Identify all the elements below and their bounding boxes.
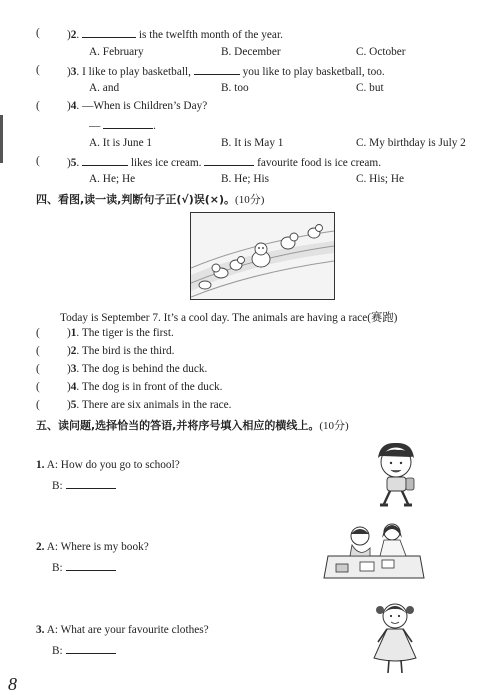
q4-option-a[interactable]: A. It is June 1 [89,137,153,149]
q5-option-b[interactable]: B. He; His [221,173,270,185]
q2-option-a[interactable]: A. February [89,46,144,58]
boy-walking-illustration [368,440,424,510]
answer-paren[interactable]: ( [36,27,40,39]
margin-mark [0,115,3,163]
answer-paren[interactable]: ( [36,100,40,112]
q4-option-b[interactable]: B. It is May 1 [221,137,284,149]
section-5-heading: 五、读问题,选择恰当的答语,并将序号填入相应的横线上。(10分) [36,419,349,432]
statement-3: )3. The dog is behind the duck. [67,363,208,375]
q5-option-c[interactable]: C. His; He [356,173,405,185]
statement-5: )5. There are six animals in the race. [67,399,232,411]
dialog-2-question: 2. A: Where is my book? [36,541,149,553]
q5-option-a[interactable]: A. He; He [89,173,136,185]
question-3: )3. I like to play basketball, you like to play basketball, too. [67,66,385,78]
statement-4: )4. The dog is in front of the duck. [67,381,223,393]
answer-paren[interactable]: ( [36,345,40,357]
answer-paren[interactable]: ( [36,155,40,167]
dialog-3-question: 3. A: What are your favourite clothes? [36,624,209,636]
children-reading-illustration [322,518,426,580]
answer-paren[interactable]: ( [36,381,40,393]
q4-option-c[interactable]: C. My birthday is July 2 [356,137,466,149]
question-2: )2. is the twelfth month of the year. [67,29,283,41]
q2-option-b[interactable]: B. December [221,46,281,58]
section-4-passage: Today is September 7. It’s a cool day. The animals are having a race(赛跑) [60,312,398,324]
answer-paren[interactable]: ( [36,399,40,411]
answer-paren[interactable]: ( [36,327,40,339]
dialog-1-answer[interactable]: B: [52,478,116,492]
q3-option-b[interactable]: B. too [221,82,249,94]
page-number: 8 [8,674,17,694]
dialog-3-answer[interactable]: B: [52,643,116,657]
q2-option-c[interactable]: C. October [356,46,406,58]
dialog-1-question: 1. A: How do you go to school? [36,459,180,471]
section-4-heading: 四、看图,读一读,判断句子正(√)误(×)。(10分) [36,193,265,206]
girl-dress-illustration [368,600,422,678]
answer-paren[interactable]: ( [36,64,40,76]
q4-answer-line: — . [89,120,156,132]
statement-2: )2. The bird is the third. [67,345,175,357]
q3-option-c[interactable]: C. but [356,82,384,94]
dialog-2-answer[interactable]: B: [52,560,116,574]
race-illustration [190,212,335,300]
question-4: )4. —When is Children’s Day? [67,100,208,112]
statement-1: )1. The tiger is the first. [67,327,174,339]
answer-paren[interactable]: ( [36,363,40,375]
question-5: )5. likes ice cream. favourite food is ice cream. [67,157,382,169]
q3-option-a[interactable]: A. and [89,82,120,94]
